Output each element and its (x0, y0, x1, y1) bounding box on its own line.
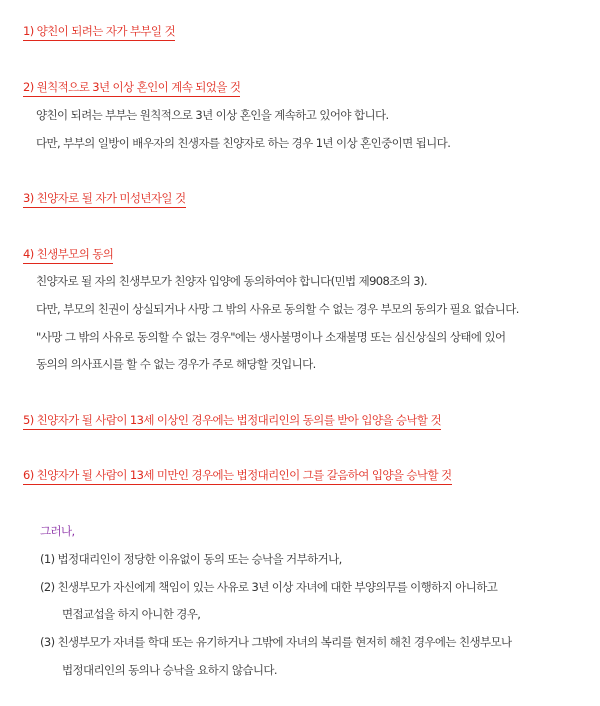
section-5-heading: 5) 친양자가 될 사람이 13세 이상인 경우에는 법정대리인의 동의를 받아 입양을 승낙할 것 (23, 412, 441, 430)
section-4-line-2: 다만, 부모의 친권이 상실되거나 사망 그 밖의 사유로 동의할 수 없는 경우 부모의 동의가 필요 없습니다. (36, 302, 519, 316)
section-2-line-2: 다만, 부부의 일방이 배우자의 친생자를 친양자로 하는 경우 1년 이상 혼인중이면 됩니다. (36, 136, 451, 150)
however-item-2-cont: 면접교섭을 하지 아니한 경우, (62, 607, 201, 621)
however-item-2: (2) 친생부모가 자신에게 책임이 있는 사유로 3년 이상 자녀에 대한 부양의무를 이행하지 아니하고 (40, 580, 498, 594)
however-item-3-cont: 법정대리인의 동의나 승낙을 요하지 않습니다. (62, 663, 277, 677)
however-label: 그러나, (40, 524, 75, 538)
section-2-heading: 2) 원칙적으로 3년 이상 혼인이 계속 되었을 것 (23, 79, 240, 97)
section-6-heading: 6) 친양자가 될 사람이 13세 미만인 경우에는 법정대리인이 그를 갈음하여 입양을 승낙할 것 (23, 467, 452, 485)
section-4-line-4: 동의의 의사표시를 할 수 없는 경우가 주로 해당할 것입니다. (36, 357, 316, 371)
section-3-heading: 3) 친양자로 될 자가 미성년자일 것 (23, 190, 186, 208)
however-item-3: (3) 친생부모가 자녀를 학대 또는 유기하거나 그밖에 자녀의 복리를 현저히 해친 경우에는 친생부모나 (40, 635, 512, 649)
section-1-heading: 1) 양친이 되려는 자가 부부일 것 (23, 23, 175, 41)
section-2-line-1: 양친이 되려는 부부는 원칙적으로 3년 이상 혼인을 계속하고 있어야 합니다. (36, 108, 389, 122)
section-4-heading: 4) 친생부모의 동의 (23, 246, 113, 264)
section-4-line-3: "사망 그 밖의 사유로 동의할 수 없는 경우"에는 생사불명이나 소재불명 또는 심신상실의 상태에 있어 (36, 330, 506, 344)
however-item-1: (1) 법정대리인이 정당한 이유없이 동의 또는 승낙을 거부하거나, (40, 552, 342, 566)
section-4-line-1: 친양자로 될 자의 친생부모가 친양자 입양에 동의하여야 합니다(민법 제908조의 3). (36, 274, 427, 288)
